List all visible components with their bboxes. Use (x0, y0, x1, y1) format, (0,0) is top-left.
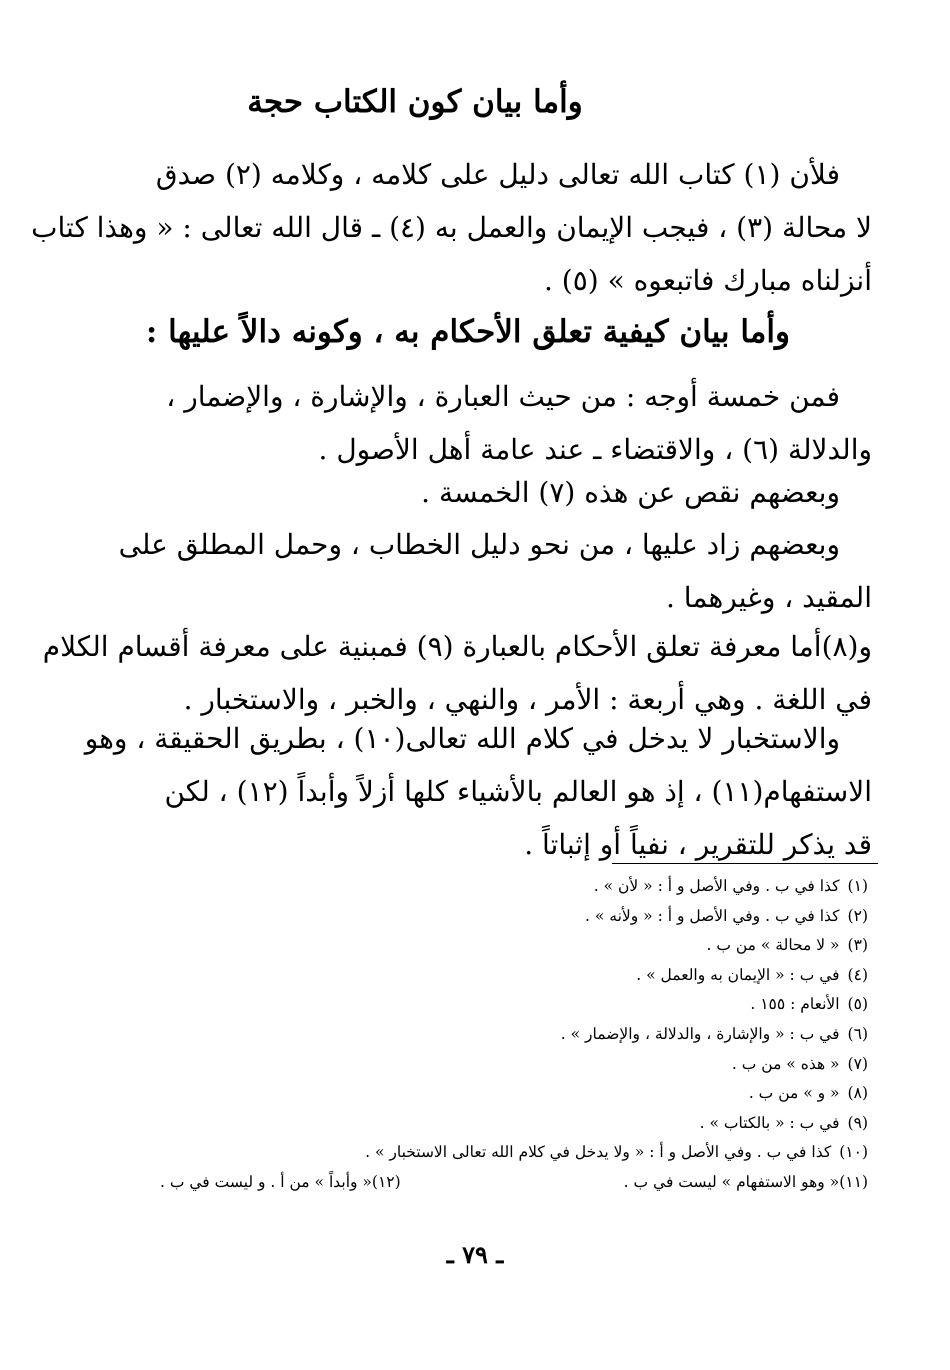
text-line: المقيد ، وغيرهما . (666, 581, 872, 614)
text-line: وبعضهم نقص عن هذه (٧) الخمسة . (421, 476, 840, 509)
footnote-item (160, 990, 868, 1020)
paragraph-inquiry (84, 712, 872, 871)
footnote-item (160, 1079, 868, 1109)
text-line: فلأن (١) كتاب الله تعالى دليل على كلامه ، وكلامه (٢) صدق (155, 158, 840, 191)
footnote-item (160, 872, 868, 902)
footnote-item (160, 1138, 868, 1168)
footnote-number: (١٢) (371, 1172, 401, 1191)
footnote-text: الأنعام : ١٥٥ . (750, 995, 840, 1014)
footnotes (160, 872, 868, 1198)
text-line: و(٨)أما معرفة تعلق الأحكام بالعبارة (٩) فمبنية على معرفة أقسام الكلام (42, 630, 872, 663)
paragraph-some-added (100, 518, 872, 624)
text-line: لا محالة (٣) ، فيجب الإيمان والعمل به (٤) ـ قال الله تعالى : « وهذا كتاب (31, 211, 872, 244)
footnote-number: (١) (847, 877, 868, 895)
footnote-number: (٤) (847, 965, 868, 984)
text-line: فمن خمسة أوجه : من حيث العبارة ، والإشارة ، والإضمار ، (166, 380, 840, 413)
footnote-number: (٧) (847, 1054, 868, 1073)
footnote-text: كذا في ب . وفي الأصل و أ : « لأن » . (593, 877, 840, 895)
footnote-row (160, 1168, 868, 1198)
footnote-number: (٩) (847, 1113, 868, 1132)
text-line: قد يذكر للتقرير ، نفياً أو إثباتاً . (524, 828, 872, 861)
footnote-number: (٢) (847, 906, 868, 925)
footnote-text: كذا في ب . وفي الأصل و أ : « ولأنه » . (585, 906, 840, 925)
footnote-item (160, 961, 868, 991)
text-line: أنزلناه مبارك فاتبعوه » (٥) . (543, 264, 872, 297)
footnote-item (624, 1168, 868, 1198)
text-line: وبعضهم زاد عليها ، من نحو دليل الخطاب ، وحمل المطلق على (118, 528, 840, 561)
footnote-text: « وهو الاستفهام » ليست في ب . (623, 1172, 840, 1191)
footnote-text: « و » من ب . (748, 1084, 840, 1103)
paragraph-some-reduced (100, 466, 872, 519)
footnote-item (160, 1020, 868, 1050)
footnote-text: في ب : « والإشارة ، والدلالة ، والإضمار » . (560, 1024, 840, 1043)
paragraph-book-proof (31, 148, 872, 307)
footnote-item (160, 902, 868, 932)
footnote-text: « وأبداً » من أ . و ليست في ب . (160, 1172, 372, 1191)
footnote-text: في ب : « بالكتاب » . (699, 1113, 840, 1132)
text-line: في اللغة . وهي أربعة : الأمر ، والنهي ، والخبر ، والاستخبار . (183, 683, 872, 716)
footnote-item (160, 1109, 868, 1139)
footnote-item (160, 931, 868, 961)
footnote-number: (١١) (839, 1172, 868, 1191)
footnote-number: (١٠) (839, 1143, 868, 1162)
page-number: ـ ٧٩ ـ (446, 1240, 504, 1269)
text-line: والدلالة (٦) ، والاقتضاء ـ عند عامة أهل الأصول . (318, 433, 872, 466)
footnote-number: (٣) (847, 936, 868, 955)
footnote-number: (٥) (847, 995, 868, 1014)
footnote-text: « هذه » من ب . (731, 1054, 840, 1073)
section-heading-book-proof: وأما بيان كون الكتاب حجة (247, 84, 583, 120)
footnote-divider (612, 863, 878, 864)
footnote-item (160, 1168, 401, 1198)
paragraph-speech-types (42, 620, 872, 726)
footnote-number: (٨) (847, 1084, 868, 1103)
section-heading-rulings: وأما بيان كيفية تعلق الأحكام به ، وكونه دالاً عليها : (145, 314, 790, 350)
footnote-text: في ب : « الإيمان به والعمل » . (636, 965, 840, 984)
footnote-text: كذا في ب . وفي الأصل و أ : « ولا يدخل في كلام الله تعالى الاستخبار » . (365, 1143, 832, 1162)
footnote-text: « لا محالة » من ب . (706, 936, 840, 955)
text-line: والاستخبار لا يدخل في كلام الله تعالى(١٠) ، بطريق الحقيقة ، وهو (84, 722, 840, 755)
text-line: الاستفهام(١١) ، إذ هو العالم بالأشياء كلها أزلاً وأبداً (١٢) ، لكن (164, 775, 872, 808)
paragraph-five-aspects (100, 370, 872, 476)
footnote-item (160, 1050, 868, 1080)
footnote-number: (٦) (847, 1024, 868, 1043)
